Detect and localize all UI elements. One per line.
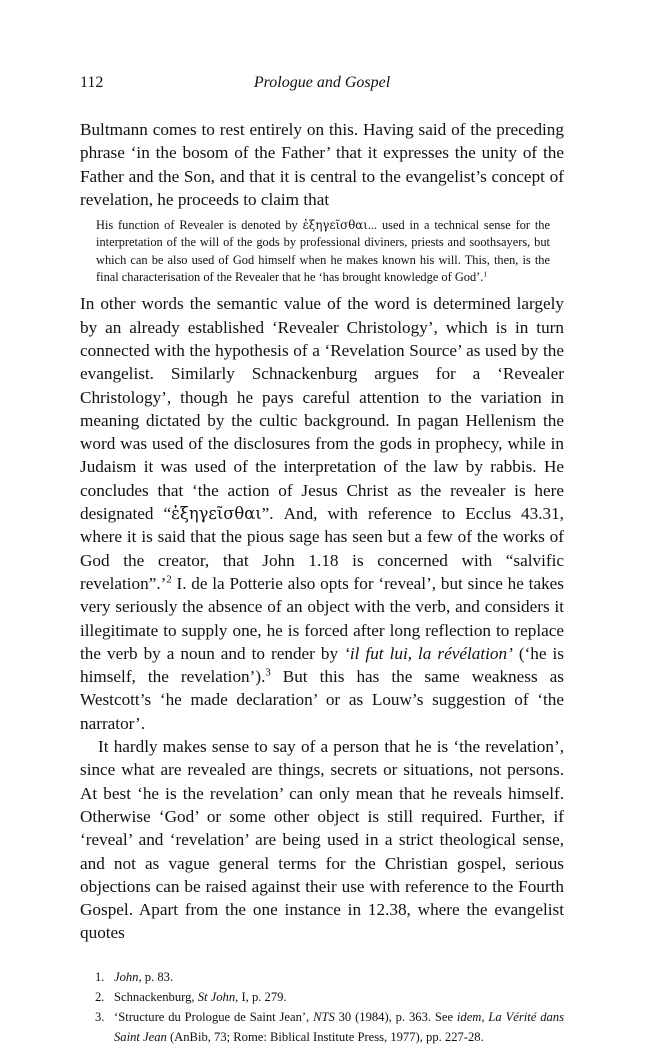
footnotes	[80, 967, 564, 1048]
footnote-text: , p. 83.	[138, 969, 174, 984]
book-page	[80, 74, 564, 1048]
footnote-text: , I, p. 279.	[235, 989, 287, 1004]
greek-term: ἐξηγεῖσθαι	[302, 218, 368, 233]
paragraph-1: Bultmann comes to rest entirely on this. Having said of the preceding phrase ‘in the bosom of the Father’ that it expresses the unity of the Father and the Son, and that it is central to the evangelist’s concept of revelation, he proceeds to claim that	[80, 120, 564, 209]
paragraph-3: It hardly makes sense to say of a person that he is ‘the revelation’, since what are revealed are things, secrets or situations, not persons. At best ‘he is the revelation’ can only mean that he reveals himself. Otherwise ‘God’ or some other object is still required. Further, if ‘reveal’ and ‘revelation’ are being used in a strict theological sense, and not as vague general terms for the Christian gospel, serious objections can be raised against their use with reference to the Fourth Gospel. Apart from the one instance in 12.38, where the evangelist quotes	[80, 737, 564, 943]
french-quote: ‘il fut lui, la révélation’	[344, 643, 513, 663]
footnote-ref-1: 1	[483, 269, 488, 279]
footnote-2	[80, 987, 564, 1007]
paragraph-2-part-d: (‘he is himself, the revelation’).	[80, 643, 564, 687]
main-text	[80, 118, 564, 945]
footnote-text: Schnackenburg,	[114, 989, 198, 1004]
paragraph-2-part-e: But this has the same weakness as Westcott’s ‘he made declaration’ or as Louw’s suggestion of ‘the narrator’.	[80, 667, 564, 733]
footnote-text: ‘Structure du Prologue de Saint Jean’,	[114, 1010, 314, 1025]
running-header	[80, 74, 564, 96]
paragraph-2-part-c: I. de la Potterie also opts for ‘reveal’, but since he takes very seriously the absence of an object with the verb, and considers it illegitimate to supply one, he is forced after long reflection to replace the verb by a noun and to render by	[80, 573, 564, 663]
footnote-text: (AnBib, 73; Rome: Biblical Institute Press, 1977), pp. 227-28.	[166, 1030, 484, 1045]
quote-text-start: His function of Revealer is denoted by	[96, 218, 303, 233]
block-quote	[96, 217, 550, 286]
running-title: Prologue and Gospel	[253, 74, 391, 91]
greek-term-2: ἐξηγεῖσθαι	[171, 504, 262, 524]
footnote-number: 3.	[95, 1010, 105, 1025]
paragraph-2	[80, 292, 564, 735]
footnote-3	[80, 1007, 564, 1047]
footnote-ref-3: 3	[265, 667, 271, 679]
footnote-text: ,	[481, 1010, 489, 1025]
footnote-journal: NTS	[313, 1010, 335, 1025]
footnote-ref-2: 2	[166, 574, 172, 586]
footnote-title: La Vérité dans Saint Jean	[114, 1010, 565, 1045]
footnote-number: 2.	[95, 989, 105, 1004]
footnote-1	[80, 967, 564, 987]
page-number: 112	[80, 74, 104, 91]
footnote-title: St John	[197, 989, 236, 1004]
footnote-number: 1.	[95, 969, 105, 984]
quote-text-end: ... used in a technical sense for the interpretation of the will of the gods by professional diviners, priests and soothsayers, but which can be also used of God himself when he makes known his will. This, then, is the final characterisation of the Revealer that he ‘has brought knowledge of God’.	[96, 218, 550, 285]
paragraph-2-part-b: ”. And, with reference to Ecclus 43.31, where it is said that the pious sage has seen but a few of the works of God the creator, that John 1.18 is concerned with “salvific revelation”.’	[80, 504, 564, 593]
footnote-idem: idem	[456, 1010, 482, 1025]
footnote-text: 30 (1984), p. 363. See	[334, 1010, 457, 1025]
paragraph-2-part-a: In other words the semantic value of the word is determined largely by an already established ‘Revealer Christology’, which is in turn connected with the hypothesis of a ‘Revelation Source’ as used by the evangelist. Similarly Schnackenburg argues for a ‘Revealer Christology’, though he pays careful attention to the variation in meaning dictated by the cultic background. In pagan Hellenism the word was used of the disclosures from the gods in prophecy, while in Judaism it was used of the interpretation of the law by rabbis. He concludes that ‘the action of Jesus Christ as the revealer is here designated “	[80, 294, 564, 524]
footnote-title: John	[114, 969, 139, 984]
